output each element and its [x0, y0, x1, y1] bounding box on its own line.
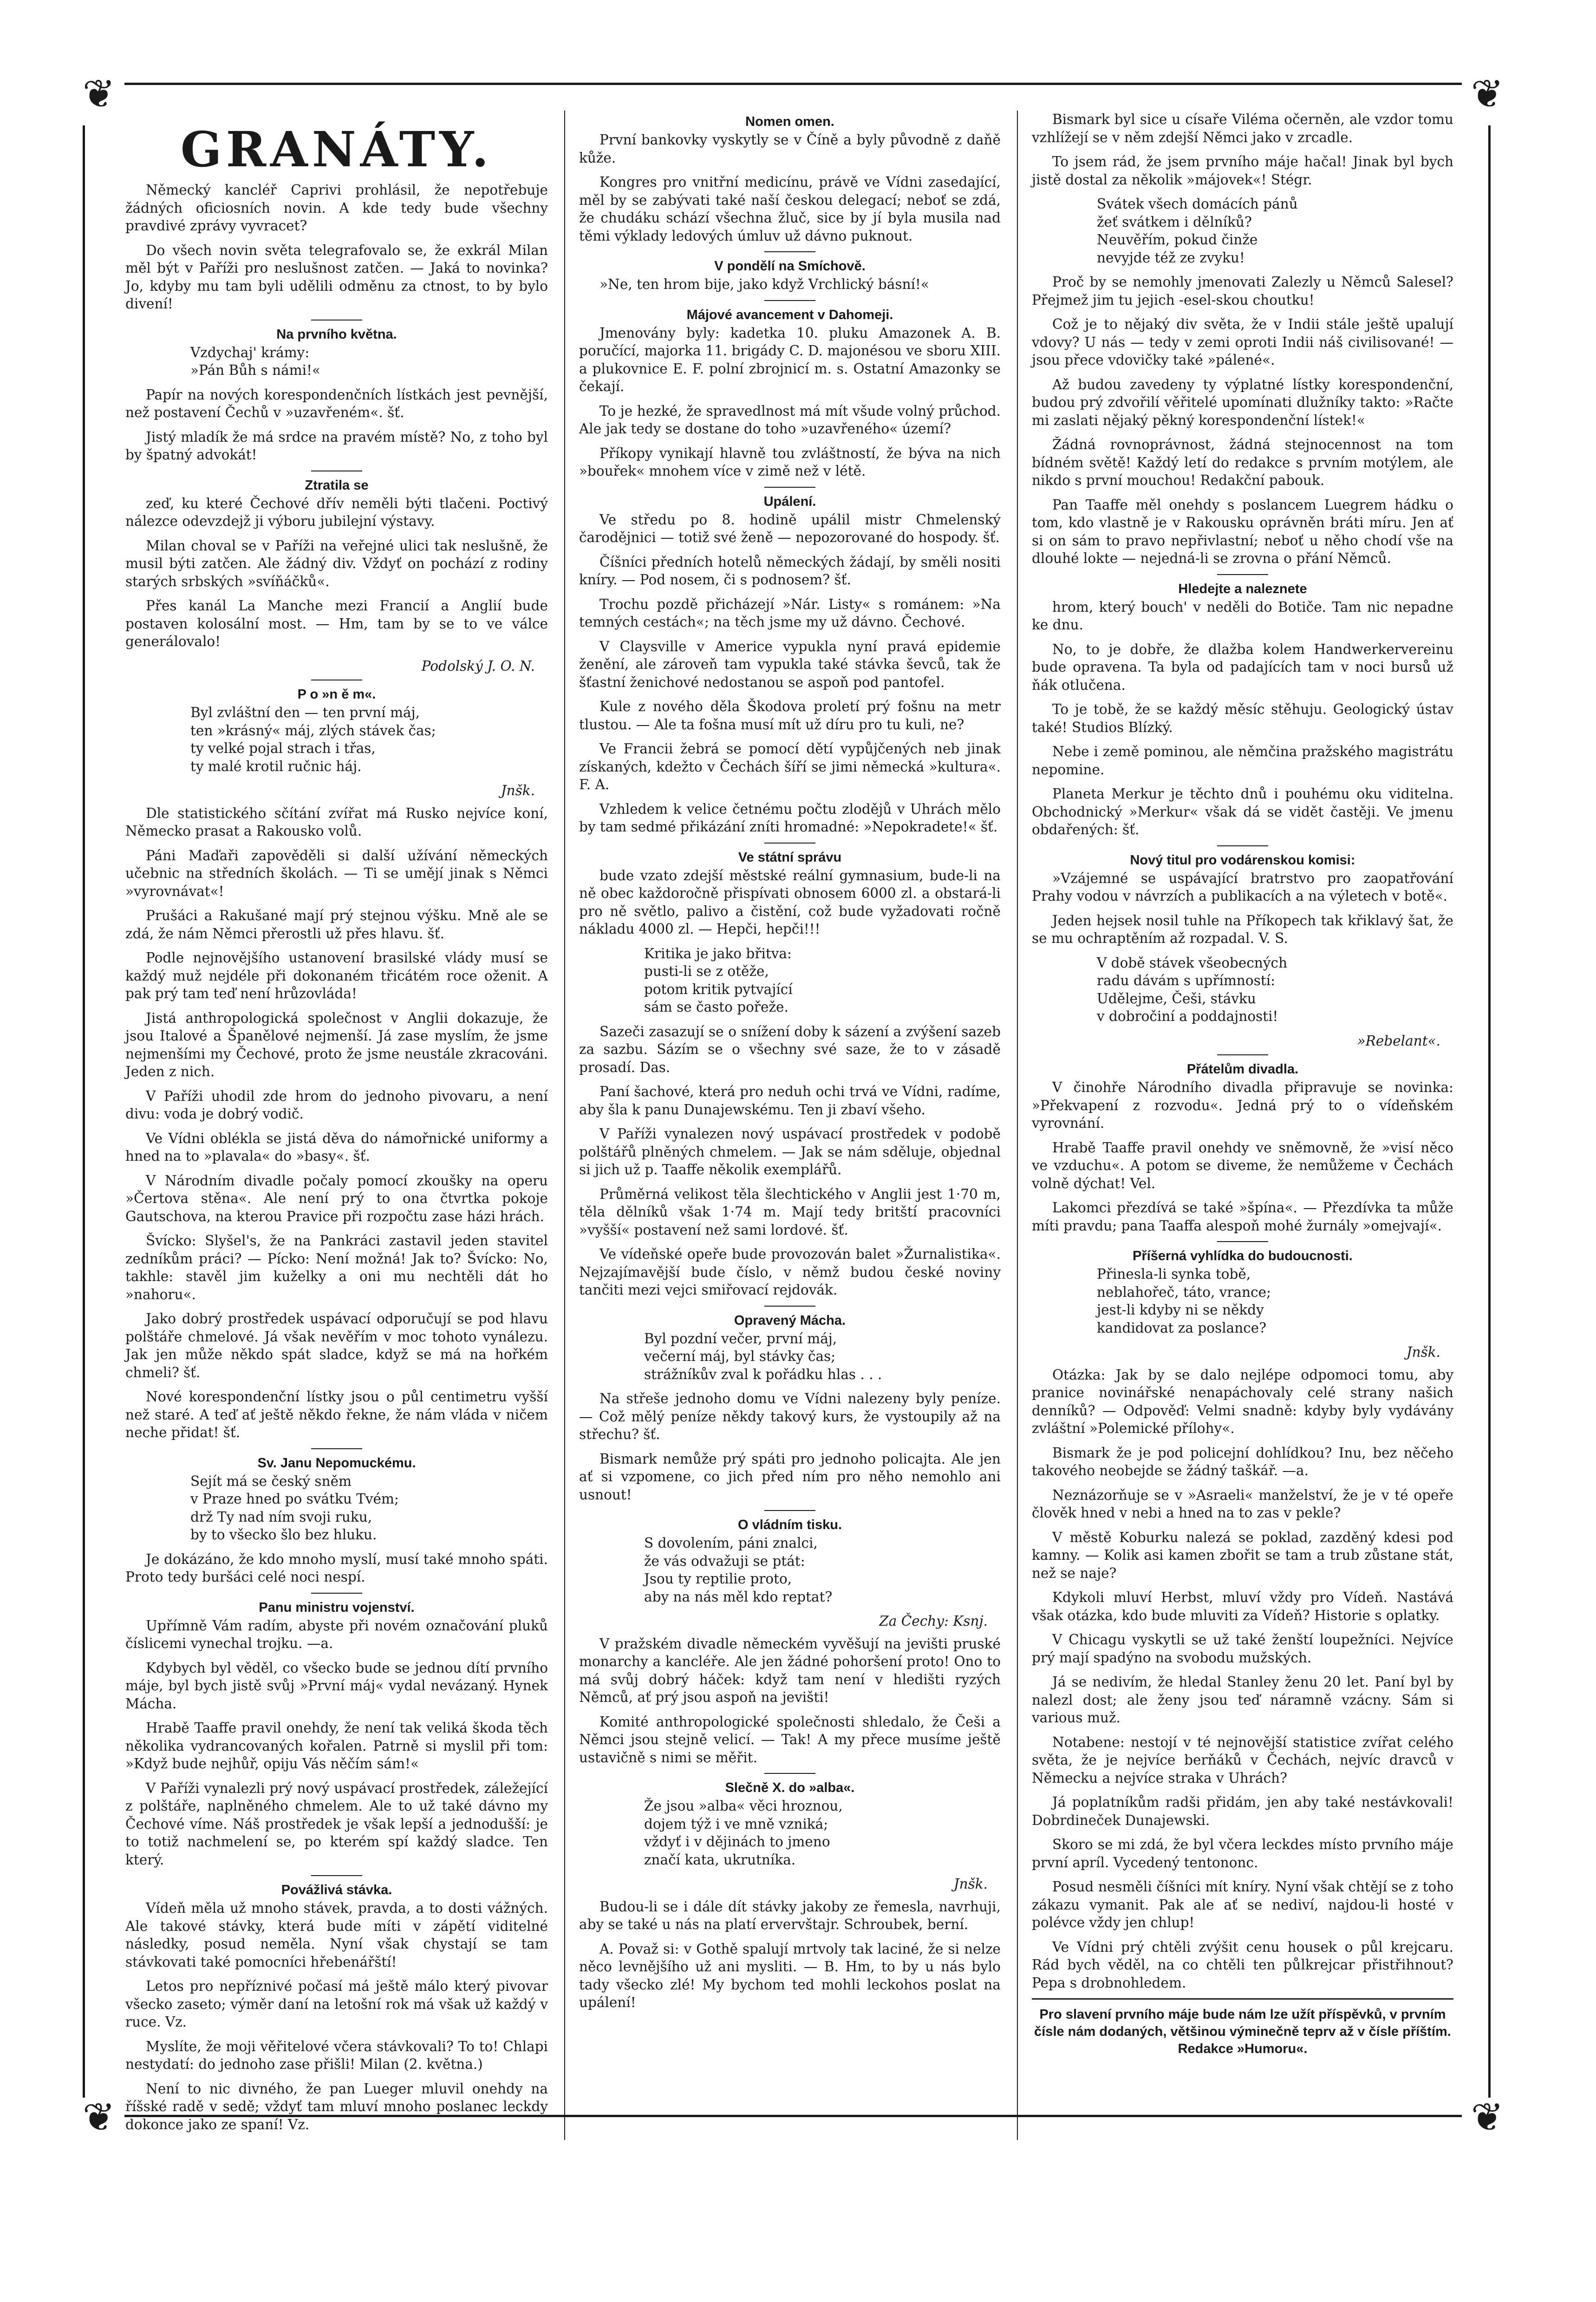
paragraph: Prušáci a Rakušané mají prý stejnou výšku. Mně ale se zdá, že nám Němci přerostli už přes hlavu. šť.: [125, 908, 548, 942]
editorial-notice: Pro slavení prvního máje bude nám lze užít příspěvků, v prvním čísle nám dodaných, většinou výminečně teprv až v čísle příštím. Redakce »Humoru«.: [1032, 1998, 1453, 2058]
paragraph: No, to je dobře, že dlažba kolem Handwerkervereinu bude opravena. Ta byla od padajících tam v noci bursů už ňák otlučena.: [1032, 641, 1453, 693]
paragraph: To je hezké, že spravedlnost má mít všude volný průchod. Ale jak tedy se dostane do toho »uzavřeného« území?: [579, 403, 1001, 437]
paragraph: Průměrná velikost těla šlechtického v Anglii jest 1·70 m, těla dělníků však 1·74 m. Mají tedy britští pracovníci »vyšší« postavení než sami lordové. šť.: [579, 1186, 1001, 1238]
verse: Přinesla-li synka tobě, neblahořeč, táto, vrance; jest-li kdyby ni se někdy kandidovat za poslance?: [1097, 1266, 1271, 1336]
paragraph: Není to nic divného, že pan Lueger mluvil onehdy na říšské radě v sedě; vždyť tam mluví mnoho poslanec leckdy dokonce jako ze spaní! Vz.: [125, 2080, 548, 2132]
verse: Vzdychaj' krámy: »Pán Bůh s námi!«: [190, 344, 321, 378]
paragraph: Páni Maďaři zapověděli si další užívání německých učebnic na středních školách. — Ti se umějí jinak s Němci »vyrovnávat«!: [125, 847, 548, 899]
section-heading: O vládním tisku.: [738, 1517, 842, 1532]
paragraph: V pražském divadle německém vyvěšují na jevišti pruské monarchy a kancléře. Ale jen žádné pohoršení proto! Ono to má svůj dobrý háček: když tam není v hledišti ryzých Němců, ať prý jsou aspoň na jevišti!: [579, 1635, 1001, 1705]
paragraph: Jistá anthropologická společnost v Anglii dokazuje, že jsou Italové a Španělové nejmenší. Já zase myslím, že jsme nejmenšími my Čechové, proto že jsme neustále zkracováni. Jeden z nich.: [125, 1010, 548, 1079]
verse: S dovolením, páni znalci, že vás odvažuji se ptát: Jsou ty reptilie proto, aby na nás měl kdo reptat?: [644, 1535, 833, 1605]
paragraph: První bankovky vyskytly se v Číně a byly původně z daňě kůže.: [579, 132, 1001, 166]
paragraph: Vídeň měla už mnoho stávek, pravda, a to dosti vážných. Ale takové stávky, která bude míti v zápětí viditelné následky, posud neměla. Nyní však chystají se tam stávkovati také pomocníci hřebenářští!: [125, 1900, 548, 1970]
paragraph: Já poplatníkům radši přidám, jen aby také nestávkovali! Dobrdineček Dunajewski.: [1032, 1794, 1453, 1828]
paragraph: Otázka: Jak by se dalo nejlépe odpomoci tomu, aby pranice novinářské nenapáchovaly celé strany našich denníků? — Odpověď: Velmi snadně: kdyby byly vydávány zvláštní »Polemické přílohy«.: [1032, 1367, 1453, 1436]
verse: Že jsou »alba« věci hroznou, dojem týž i ve mně vzniká; vždyť i v dějinách to jmeno značí kata, ukrutníka.: [644, 1798, 843, 1868]
section-heading: Nomen omen.: [745, 114, 834, 129]
paragraph: V Národním divadle počaly pomocí zkoušky na operu »Čertova stěna«. Ale není prý to ona čtvrtka pokoje Gautschova, na kterou Pravice při rozpočtu zase házi hrách.: [125, 1172, 548, 1224]
separator-rule: [1217, 1054, 1268, 1055]
separator-rule: [764, 300, 815, 301]
paragraph: Na střeše jednoho domu ve Vídni nalezeny byly peníze. — Což mělý peníze někdy takový kurs, že vystoupily až na střechu? šť.: [579, 1391, 1001, 1442]
paragraph: Jeden hejsek nosil tuhle na Příkopech tak křiklavý šat, že se mu ochraptěním až rozpadal. V. S.: [1032, 912, 1453, 946]
column-left: [111, 111, 562, 2140]
paragraph: Budou-li se i dále dít stávky jakoby ze řemesla, navrhuji, aby se také u nás na platí ervervštajr. Schroubek, berní.: [579, 1898, 1001, 1932]
paragraph: Německý kancléř Caprivi prohlásil, že nepotřebuje žádných oficiosních novin. A kde tedy bude všechny pravdivé zprávy vyvracet?: [125, 182, 548, 234]
section-heading: Sv. Janu Nepomuckému.: [257, 1455, 416, 1471]
paragraph: V Claysville v Americe vypukla nyní pravá epidemie ženění, ale zároveň tam vypukla také stávka ševců, tak že šťastní ženichové nedostanou se aspoň pod pantofel.: [579, 638, 1001, 690]
paragraph: Číšníci předních hotelů německých žádají, by směli nositi kníry. — Pod nosem, či s podnosem? šť.: [579, 554, 1001, 588]
paragraph: V Chicagu vyskytli se už také ženští loupežníci. Nejvíce prý mají spadýno na svobodu mužských.: [1032, 1632, 1453, 1666]
signature: Podolský J. O. N.: [421, 658, 535, 674]
section-heading: P o »n ě m«.: [297, 687, 376, 702]
paragraph: Proč by se nemohly jmenovati Zalezly u Němců Salesel? Přejmež jim tu jejich -esel-skou choutku!: [1032, 274, 1453, 308]
paragraph: hrom, který bouch' v neděli do Botiče. Tam nic nepadne ke dnu.: [1032, 599, 1453, 633]
separator-rule: [1217, 845, 1268, 846]
paragraph: Žádná rovnoprávnost, žádná stejnocennost na tom bídném světě! Každý letí do redakce s prvním motýlem, ale nikdo s první mouchou! Redakční pabouk.: [1032, 437, 1453, 488]
paragraph: Kdybych byl věděl, co všecko bude se jednou dítí prvního máje, byl bych jistě svůj »První máj« vydal nevázaný. Hynek Mácha.: [125, 1660, 548, 1712]
separator-rule: [764, 487, 815, 488]
section-heading: Opravený Mácha.: [734, 1313, 846, 1328]
signature: Jnšk.: [1406, 1344, 1440, 1360]
paragraph: To je tobě, že se každý měsíc stěhuju. Geologický ústav také! Studios Blízký.: [1032, 701, 1453, 735]
separator-rule: [311, 1593, 362, 1594]
paragraph: Nové korespondenční lístky jsou o půl centimetru vyšší než staré. A teď ať ještě někdo řekne, že nám vláda v ničem neche přidat! šť.: [125, 1389, 548, 1440]
signature: Za Čechy: Ksnj.: [879, 1613, 988, 1629]
separator-rule: [1217, 1241, 1268, 1242]
paragraph: Ve vídeňské opeře bude provozován balet »Žurnalistika«. Nejzajímavější bude číslo, v němž budou české noviny tančiti mezi vejci smiřovací rejdovák.: [579, 1246, 1001, 1298]
paragraph: Což je to nějaký div světa, že v Indii stále ještě upalují vdovy? U nás — tedy v zemi oproti Indii náš civilisované! — jsou přece vdovičky také »pálené«.: [1032, 316, 1453, 368]
column-right: [1017, 111, 1467, 2140]
section-heading: Panu ministru vojenství.: [259, 1600, 415, 1615]
paragraph: Komité anthropologické společnosti shledalo, že Češi a Němci jsou stejně velicí. — Tak! A my přece musíme ještě ustavičně s nimi se měřit.: [579, 1713, 1001, 1766]
paragraph: Bismark byl sice u císaře Viléma očerněn, ale vzdor tomu vzhlížejí se v něm zdejší Němci jako v zrcadle.: [1032, 111, 1453, 145]
paragraph: »Ne, ten hrom bije, jako když Vrchlický básní!«: [599, 276, 929, 292]
section-heading: Povážlivá stávka.: [281, 1883, 392, 1897]
column-middle: [564, 111, 1015, 2140]
paragraph: Nebe i země pominou, ale němčina pražského magistrátu nepomine.: [1032, 744, 1453, 778]
corner-ornament-bottom-left-icon: ❦: [73, 2098, 124, 2149]
paragraph: V Paříži uhodil zde hrom do jednoho pivovaru, a není divu: voda je dobrý vodič.: [125, 1088, 548, 1122]
paragraph: Je dokázáno, že kdo mnoho myslí, musí také mnoho spáti. Proto tedy buršáci celé noci nespí.: [125, 1551, 548, 1585]
paragraph: Jistý mladík že má srdce na pravém místě? No, z toho byl by špatný advokát!: [125, 429, 548, 463]
separator-rule: [764, 1510, 815, 1511]
verse: Svátek všech domácích pánů žeť svátkem i dělníků? Neuvěřím, pokud činže nevyjde též ze zvyku!: [1097, 196, 1298, 266]
paragraph: Dle statistického sčítání zvířat má Rusko nejvíce koní, Německo prasat a Rakousko volů.: [125, 805, 548, 839]
paragraph: Neznázorňuje se v »Asraeli« manželství, že je v té opeře člověk hned v nebi a hned na to zas v pekle?: [1032, 1487, 1453, 1521]
section-heading: Ztratila se: [305, 477, 369, 493]
paragraph: Ve Francii žebrá se pomocí dětí vypůjčených neb jinak získaných, kdežto v Čechách šíří se jimi německá »kultura«. F. A.: [579, 741, 1001, 792]
paragraph: Lakomci přezdívá se také »špína«. — Přezdívka ta může míti pravdu; pana Taaffa alespoň mohé žurnály »omejvají«.: [1032, 1200, 1453, 1234]
paragraph: Trochu pozdě přicházejí »Nár. Listy« s románem: »Na temných cestách«; na těch jsme my už dávno. Čechové.: [579, 596, 1001, 630]
paragraph: bude vzato zdejší městské reální gymnasium, bude-li na ně obec každoročně přispívati obnosem 6000 zl. a obstará-li pro ně světlo, palivo a čistění, což bude vyžadovati ročně nákladu 4000 zl. — Hepči, hepči!!!: [579, 867, 1001, 937]
separator-rule: [311, 1448, 362, 1449]
separator-rule: [764, 251, 815, 252]
corner-ornament-top-right-icon: ❦: [1462, 74, 1513, 125]
separator-rule: [311, 1875, 362, 1876]
paragraph: V Paříži vynalezli prý nový uspávací prostředek, záležející z polštáře, naplněného chmelem. Ale to už také dávno my Čechové víme. Náš prostředek je však lepší a jednodušší: je to totiž nachmelení se, po kterém spí každý sladce. Ten který.: [125, 1780, 548, 1868]
paragraph: Notabene: nestojí v té nejnovější statistice zvířat celého světa, že je nejvíce berňáků v Čechách, nejvíc dravců v Německu a nejvíce straka v Uhrách?: [1032, 1734, 1453, 1786]
section-heading: Slečně X. do »alba«.: [725, 1780, 855, 1795]
separator-rule: [764, 1306, 815, 1307]
paragraph: Papír na nových korespondenčních lístkách jest pevnější, než postavení Čechů v »uzavřeném«. šť.: [125, 386, 548, 420]
masthead-title: GRANÁTY.: [180, 121, 493, 178]
paragraph: Až budou zavedeny ty výplatné lístky korespondenční, budou prý zdvořilí věřitelé upomínati dlužníky takto: »Račte mi zaslati nějaký pěkný korespondenční lístek!«: [1032, 376, 1453, 428]
separator-rule: [764, 1773, 815, 1774]
paragraph: Paní šachové, která pro neduh ochi trvá ve Vídni, radíme, aby šla k panu Dunajewskému. Ten ji zbaví všeho.: [579, 1084, 1001, 1118]
paragraph: Ve Vídni prý chtěli zvýšit cenu housek o půl krejcaru. Rád bych věděl, na co chtěli ten půlkrejcar přistřihnout? Pepa s drobnohledem.: [1032, 1939, 1453, 1991]
paragraph: zeď, ku které Čechové dřív neměli býti tlačeni. Poctivý nálezce odevzdejž ji výboru jubilejní výstavy.: [125, 495, 548, 529]
corner-ornament-top-left-icon: ❦: [73, 74, 124, 125]
verse: Sejít má se český sněm v Praze hned po svátku Tvém; drž Ty nad ním svoji ruku, by to všecko šlo bez hluku.: [190, 1473, 399, 1543]
paragraph: Přes kanál La Manche mezi Francií a Anglií bude postaven kolosální most. — Hm, tam by se to ve válce generálovalo!: [125, 598, 548, 649]
paragraph: Kongres pro vnitřní medicínu, právě ve Vídni zasedající, měl by se zabývati také naší českou delegací; neboť se zdá, že chudáku schází všechna žluč, sice by jí byla musila nad těmi výklady ledových úmluv už dávno puknout.: [579, 174, 1001, 244]
paragraph: Hrabě Taaffe pravil onehdy ve sněmovně, že »visí něco ve vzduchu«. A potom se diveme, že nemůžeme v Čechách volně dýchat! Vel.: [1032, 1139, 1453, 1191]
article-columns: [111, 111, 1467, 2132]
paragraph: Bismark že je pod policejní dohlídkou? Inu, bez něčeho takového neobejde se žádný taškář. —a.: [1032, 1445, 1453, 1478]
paragraph: »Vzájemné se uspávající bratrstvo pro zaopatřování Prahy vodou v návrzích a publikacích a na výletech v botě«.: [1032, 870, 1453, 904]
verse: V době stávek všeobecných radu dávám s upřímností: Udělejme, Češi, stávku v dobročiní a poddajnosti!: [1097, 955, 1288, 1024]
paragraph: Já se nedivím, že hledal Stanley ženu 20 let. Paní byl by nalezl dost; ale ženy jsou teď náramně vzácny. Sám si various muž.: [1032, 1674, 1453, 1726]
paragraph: Švícko: Slyšel's, že na Pankráci zastavil jeden stavitel zedníkům práci? — Pícko: Není možná! Jak to? Švícko: No, takhle: stavěl jim kuželky a oni mu nechtěli dát ho »nahoru«.: [125, 1233, 548, 1302]
paragraph: Milan choval se v Paříži na veřejné ulici tak neslušně, že musil býti zatčen. Ale žádný div. Vždyť on pochází z rodiny starých srbských »svíňáčků«.: [125, 537, 548, 589]
paragraph: Příkopy vynikají hlavně tou zvláštností, že býva na nich »bouřek« mnohem více v zimě než v létě.: [579, 445, 1001, 479]
paragraph: V Paříži vynalezen nový uspávací prostředek v podobě polštářů plněných chmelem. — Jak se nám sděluje, objednal si jich už p. Taaffe několik exemplářů.: [579, 1126, 1001, 1177]
paragraph: Ve Vídni oblékla se jistá děva do námořnické uniformy a hned na to »plavala« do »basy«. šť.: [125, 1130, 548, 1164]
section-heading: Na prvního května.: [276, 327, 397, 342]
paragraph: A. Považ si: v Gothě spalují mrtvoly tak laciné, že si nelze něco levnějšího už ani mysliti. — B. Hm, to by u nás bylo tady všecko zlé! My bychom ted mohli leckohos poslat na upálení!: [579, 1941, 1001, 2010]
paragraph: Bismark nemůže prý spáti pro jednoho policajta. Ale jen ať si vzpomene, co jich před ním pro něho nemohlo ani usnout!: [579, 1451, 1001, 1503]
paragraph: Jako dobrý prostředek uspávací odporučují se pod hlavu polštáře chmelové. Já však nevěřím v moc tohoto vynálezu. Jak jen může někdo spát sladce, když se má na hořkém chmeli? šť.: [125, 1311, 548, 1380]
signature: »Rebelant«.: [1357, 1033, 1440, 1049]
paragraph: Posud nesměli číšníci mít kníry. Nyní však chtějí se z toho zákazu vymanit. Pak ale ať se nediví, najdou-li hosté v polévce vždy jen chlup!: [1032, 1879, 1453, 1930]
paragraph: Letos pro nepříznivé počasí má ještě málo který pivovar všecko zaseto; výměr daní na letošní rok má však už každý v ruce. Vz.: [125, 1978, 548, 2030]
paragraph: Jmenovány byly: kadetka 10. pluku Amazonek A. B. poručící, majorka 11. brigády C. D. majonésou ve sboru XIII. a plukovnice E. F. polní zbrojnicí m. s. Ostatní Amazonky se čekají.: [579, 325, 1001, 394]
paragraph: Podle nejnovějšího ustanovení brasilské vlády musí se každý muž nejdéle při dokonaném třicátém roce oženit. A pak prý tam teď není hrůzovláda!: [125, 950, 548, 1001]
section-heading: Májové avancement v Dahomeji.: [686, 307, 893, 322]
publisher-notice-slot: [1032, 1998, 1453, 2058]
paragraph: Kule z nového děla Škodova proletí prý fošnu na metr tlustou. — Ale ta fošna musí mít už díru pro tu kuli, ne?: [579, 699, 1001, 732]
paragraph: Planeta Merkur je těchto dnů i pouhému oku viditelna. Obchodnický »Merkur« však dá se vidět častěji. Ve jmenu obdařených: šť.: [1032, 786, 1453, 837]
section-heading: Příšerná vyhlídka do budoucnosti.: [1133, 1249, 1353, 1263]
section-heading: Ve státní správu: [738, 850, 842, 865]
paragraph: Do všech novin světa telegrafovalo se, že exkrál Milan měl být v Paříži pro neslušnost zatčen. — Jaká to novinka? Jo, kdyby mu tam byli udělili odměnu za ctnost, to by bylo divení!: [125, 242, 548, 312]
paragraph: Sazeči zasazují se o snížení doby k sázení a zvýšení sazeb za sazbu. Sázím se o všechny své saze, že to v zásadě prosadí. Das.: [579, 1023, 1001, 1075]
paragraph: Ve středu po 8. hodině upálil mistr Chmelenský čarodějnici — totiž své ženě — nepozorované do hospody. šť.: [579, 511, 1001, 545]
verse: Kritika je jako břitva: pusti-li se z otěže, potom kritik pytvající sám se často pořeže.: [644, 945, 793, 1015]
section-heading: Hledejte a naleznete: [1178, 581, 1307, 596]
paragraph: V činohře Národního divadla připravuje se novinka: »Překvapení z rozvodu«. Jedná prý to o vídeňském vyrovnání.: [1032, 1079, 1453, 1131]
signature: Jnšk.: [953, 1876, 988, 1892]
paragraph: Pan Taaffe měl onehdy s poslancem Luegrem hádku o tom, kdo vlastně je v Rakousku oprávněn bráti míru. Jen ať si on sám to pravo nepřivlastní; neboť u něho chodí vše na dlouhé lokte — nejedná-li se zrovna o přání Němců.: [1032, 497, 1453, 566]
paragraph: Upřímně Vám radím, abyste při novém označování pluků číslicemi vynechal trojku. —a.: [125, 1617, 548, 1651]
separator-rule: [764, 843, 815, 844]
separator-rule: [1217, 574, 1268, 575]
corner-ornament-bottom-right-icon: ❦: [1462, 2098, 1513, 2149]
paragraph: Myslíte, že moji věřitelové včera stávkovali? To to! Chlapi nestydatí: do jednoho zase přišli! Milan (2. května.): [125, 2038, 548, 2072]
verse: Byl zvláštní den — ten první máj, ten »krásný« máj, zlých stávek čas; ty velké pojal strach i třas, ty malé krotil ručnic háj.: [190, 705, 436, 774]
section-heading: V pondělí na Smíchově.: [714, 259, 866, 274]
paragraph: Hrabě Taaffe pravil onehdy, že není tak veliká škoda těch několika vydrancovaných kořalen. Patrně si myslil při tom: »Když bude nejhůř, opiju Vás něčím sám!«: [125, 1720, 548, 1772]
section-heading: Přátelům divadla.: [1186, 1062, 1299, 1077]
section-heading: Nový titul pro vodárenskou komisi:: [1130, 852, 1355, 868]
paragraph: To jsem rád, že jsem prvního máje hačal! Jinak byl bych jistě dostal za několik »májovek«! Stégr.: [1032, 154, 1453, 188]
paragraph: Kdykoli mluví Herbst, mluví vždy pro Vídeň. Nastává však otázka, kdo bude mluviti za Vídeň? Historie s oplatky.: [1032, 1589, 1453, 1623]
paragraph: Vzhledem k velice četnému počtu zlodějů v Uhrách mělo by tam sedmé přikázání zníti hromadné: »Nepokradete!« šť.: [579, 801, 1001, 835]
verse: Byl pozdní večer, první máj, večerní máj, byl stávky čas; strážníkův zval k pořádku hlas . . .: [644, 1330, 882, 1382]
paragraph: V městě Koburku nalezá se poklad, zazděný kdesi pod kamny. — Kolik asi kamen zbořit se tam a trub zůstane stát, než se naje?: [1032, 1529, 1453, 1581]
signature: Jnšk.: [501, 783, 535, 798]
section-heading: Upálení.: [763, 494, 816, 509]
paragraph: Skoro se mi zdá, že byl včera leckdes místo prvního máje první apríl. Vycedený tentononc.: [1032, 1837, 1453, 1870]
